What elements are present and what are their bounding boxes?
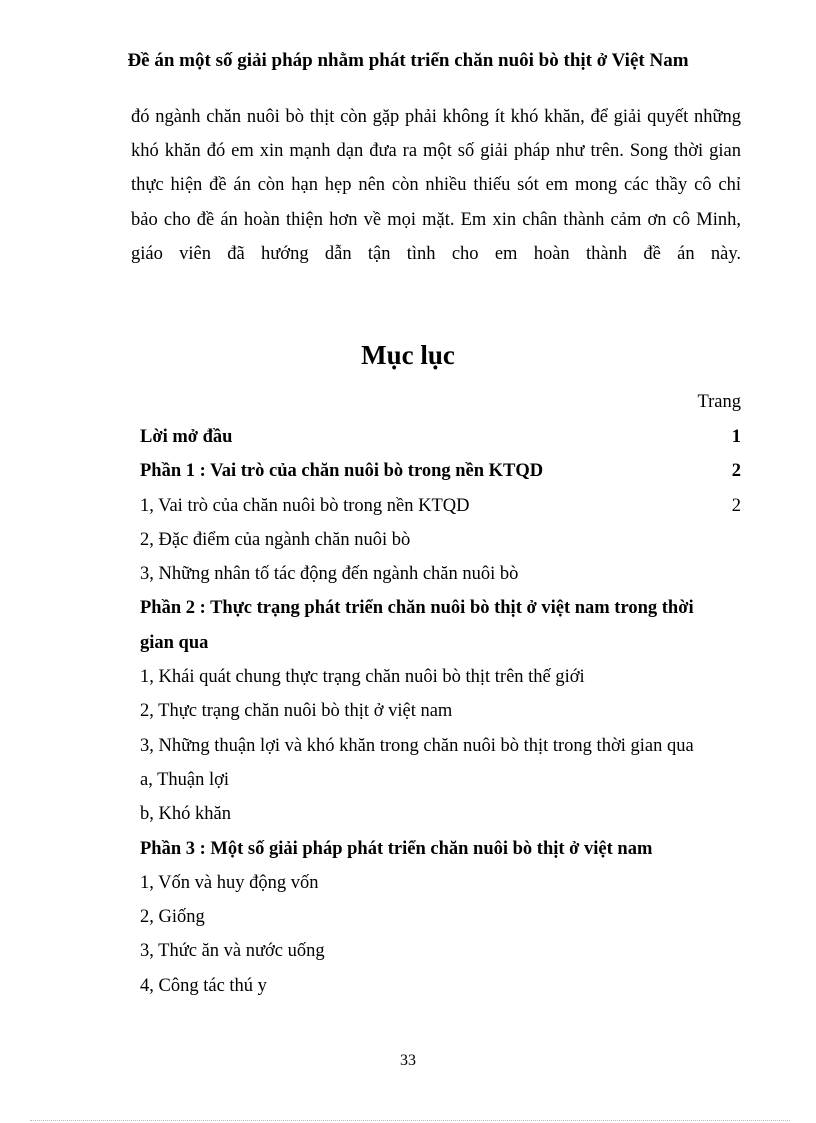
toc-entry-text: gian qua	[140, 632, 209, 653]
toc-entry-text: 2, Đặc điểm của ngành chăn nuôi bò	[140, 529, 411, 550]
toc-entry-page	[721, 591, 741, 625]
paragraph-line: khó khăn đó em xin mạnh dạn đưa ra một số giải pháp như trên. Song thời gian	[131, 141, 741, 162]
toc-entry	[140, 454, 741, 488]
page-number: 33	[400, 1052, 416, 1069]
toc-title: Mục lục	[361, 340, 455, 370]
toc-entry	[140, 557, 741, 591]
toc-entry-text: b, Khó khăn	[140, 804, 231, 825]
toc-entry-page	[721, 660, 741, 694]
toc-entry-page	[721, 832, 741, 866]
toc-entry-page: 1	[731, 427, 741, 447]
toc-entry	[140, 523, 741, 557]
toc-entry-text: Lời mở đầu	[140, 427, 233, 447]
toc-entry-page: 2	[731, 495, 741, 516]
toc-entry	[140, 660, 741, 694]
toc-entry-page	[721, 626, 741, 660]
toc-entry-page	[721, 557, 741, 591]
toc-entry-text: Phần 3 : Một số giải pháp phát triển chăn nuôi bò thịt ở việt nam	[140, 838, 653, 859]
toc-entry	[140, 591, 741, 625]
toc-entry-text: 2, Giống	[140, 907, 205, 928]
paragraph-line: bảo cho đề án hoàn thiện hơn về mọi mặt. Em xin chân thành cảm ơn cô Minh,	[131, 209, 741, 230]
toc-entry-page	[721, 969, 741, 1003]
toc-entry	[140, 420, 741, 454]
toc-entry	[140, 626, 741, 660]
paragraph-line: thực hiện đề án còn hạn hẹp nên còn nhiều thiếu sót em mong các thầy cô chỉ	[131, 175, 741, 196]
toc-entry	[140, 832, 741, 866]
toc-entry-page	[721, 934, 741, 968]
toc-page-column-label: Trang	[697, 392, 741, 412]
toc-entry-text: a, Thuận lợi	[140, 769, 230, 790]
toc-entry	[140, 763, 741, 797]
footer-divider	[30, 1120, 790, 1121]
toc-entry-page	[721, 694, 741, 728]
toc-entry-page	[721, 763, 741, 797]
toc-entry	[140, 489, 741, 523]
toc-entry	[140, 797, 741, 831]
toc-entry-text: 1, Vốn và huy động vốn	[140, 872, 319, 893]
toc-entry-page	[721, 866, 741, 900]
toc-entry-text: 1, Vai trò của chăn nuôi bò trong nền KTQD	[140, 495, 470, 516]
paragraph-line: đó ngành chăn nuôi bò thịt còn gặp phải không ít khó khăn, để giải quyết những	[131, 107, 741, 127]
toc-entry-text: 4, Công tác thú y	[140, 975, 267, 996]
toc-entry-text: Phần 2 : Thực trạng phát triển chăn nuôi bò thịt ở việt nam trong thời	[140, 598, 694, 619]
table-of-contents	[140, 420, 741, 1003]
paragraph-line: giáo viên đã hướng dẫn tận tình cho em hoàn thành đề án này.	[131, 243, 741, 264]
toc-entry	[140, 969, 741, 1003]
toc-entry-page	[721, 797, 741, 831]
toc-entry-page	[721, 900, 741, 934]
toc-entry	[140, 729, 741, 763]
toc-entry-page	[721, 523, 741, 557]
toc-entry-text: 3, Thức ăn và nước uống	[140, 941, 325, 962]
toc-entry-text: Phần 1 : Vai trò của chăn nuôi bò trong nền KTQD	[140, 461, 544, 482]
toc-entry-text: 2, Thực trạng chăn nuôi bò thịt ở việt nam	[140, 701, 453, 722]
toc-entry	[140, 866, 741, 900]
toc-entry-page: 2	[731, 461, 741, 482]
toc-entry	[140, 934, 741, 968]
toc-entry-text: 3, Những nhân tố tác động đến ngành chăn nuôi bò	[140, 564, 519, 585]
intro-paragraph	[131, 100, 741, 271]
toc-entry-text: 3, Những thuận lợi và khó khăn trong chăn nuôi bò thịt trong thời gian qua	[140, 735, 694, 756]
toc-entry	[140, 694, 741, 728]
toc-entry-text: 1, Khái quát chung thực trạng chăn nuôi bò thịt trên thế giới	[140, 667, 585, 688]
toc-entry	[140, 900, 741, 934]
toc-entry-page	[721, 729, 741, 763]
document-header-title: Đề án một số giải pháp nhằm phát triển chăn nuôi bò thịt ở Việt Nam	[127, 50, 689, 71]
